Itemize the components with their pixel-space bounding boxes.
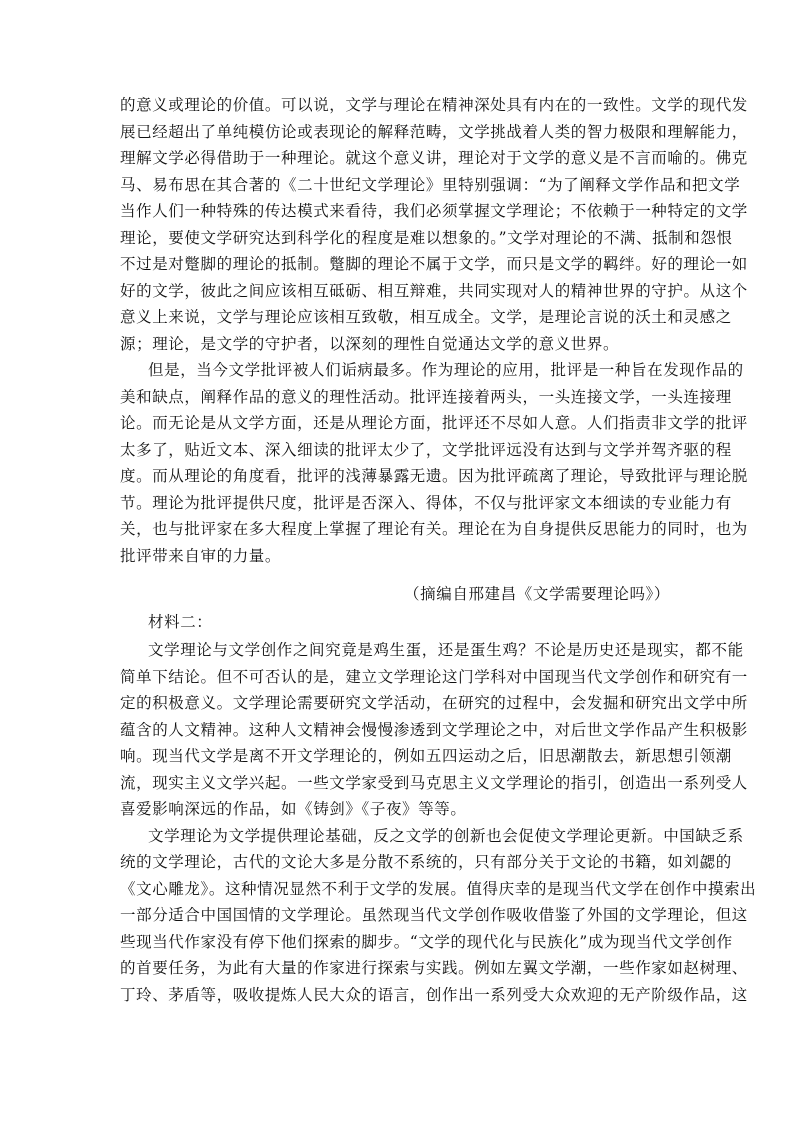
text-line: 《文心雕龙》。这种情况显然不利于文学的发展。值得庆幸的是现当代文学在创作中摸索出 [120, 880, 757, 898]
text-line: 一部分适合中国国情的文学理论。虽然现当代文学创作吸收借鉴了外国的文学理论，但这 [120, 906, 748, 924]
text-line: 文学理论为文学提供理论基础，反之文学的创新也会促使文学理论更新。中国缺乏系 [148, 827, 744, 845]
text-line: 文学理论与文学创作之间究竟是鸡生蛋，还是蛋生鸡？不论是历史还是现实，都不能 [148, 641, 744, 659]
text-line: 不过是对蹩脚的理论的抵制。蹩脚的理论不属于文学，而只是文学的羁绊。好的理论一如 [120, 255, 748, 273]
text-line: 关，也与批评家在多大程度上掌握了理论有关。理论在为自身提供反思能力的同时，也为 [120, 520, 748, 538]
source-citation: （摘编自邢建昌《文学需要理论吗》） [404, 585, 670, 603]
text-line: 些现当代作家没有停下他们探索的脚步。“文学的现代化与民族化”成为现当代文学创作 [120, 933, 733, 951]
text-line: 马、易布思在其合著的《二十世纪文学理论》里特别强调：“为了阐释文学作品和把文学 [120, 176, 741, 194]
text-line: 简单下结论。但不可否认的是，建立文学理论这门学科对中国现当代文学创作和研究有一 [120, 668, 748, 686]
text-line: 的首要任务，为此有大量的作家进行探索与实践。例如左翼文学潮，一些作家如赵树理、 [120, 959, 748, 977]
text-line: 当作人们一种特殊的传达模式来看待，我们必须掌握文学理论；不依赖于一种特定的文学 [120, 202, 748, 220]
text-line: 论。而无论是从文学方面，还是从理论方面，批评还不尽如人意。人们指责非文学的批评 [120, 414, 748, 432]
text-line: 好的文学，彼此之间应该相互砥砺、相互辩难，共同实现对人的精神世界的守护。从这个 [120, 282, 748, 300]
text-line: 理解文学必得借助于一种理论。就这个意义讲，理论对于文学的意义是不言而喻的。佛克 [120, 149, 748, 167]
section-heading: 材料二： [148, 613, 213, 631]
text-line: 流，现实主义文学兴起。一些文学家受到马克思主义文学理论的指引，创造出一系列受人 [120, 774, 748, 792]
text-line: 统的文学理论，古代的文论大多是分散不系统的，只有部分关于文论的书籍，如刘勰的 [120, 853, 732, 871]
text-line: 展已经超出了单纯模仿论或表现论的解释范畴，文学挑战着人类的智力极限和理解能力， [120, 123, 748, 141]
text-line: 蕴含的人文精神。这种人文精神会慢慢渗透到文学理论之中，对后世文学作品产生积极影 [120, 721, 748, 739]
text-line: 丁玲、茅盾等，吸收提炼人民大众的语言，创作出一系列受大众欢迎的无产阶级作品，这 [120, 986, 748, 1004]
text-line: 喜爱影响深远的作品，如《铸剑》《子夜》等等。 [120, 800, 467, 818]
text-line: 的意义或理论的价值。可以说，文学与理论在精神深处具有内在的一致性。文学的现代发 [120, 96, 748, 114]
text-line: 美和缺点，阐释作品的意义的理性活动。批评连接着两头，一头连接文学，一头连接理 [120, 388, 732, 406]
text-line: 度。而从理论的角度看，批评的浅薄暴露无遗。因为批评疏离了理论，导致批评与理论脱 [120, 467, 748, 485]
text-line: 太多了，贴近文本、深入细读的批评太少了，文学批评远没有达到与文学并驾齐驱的程 [120, 441, 732, 459]
text-line: 但是，当今文学批评被人们诟病最多。作为理论的应用，批评是一种旨在发现作品的 [148, 361, 744, 379]
text-line: 理论，要使文学研究达到科学化的程度是难以想象的。”文学对理论的不满、抵制和怨恨 [120, 229, 733, 247]
text-line: 批评带来自审的力量。 [120, 547, 282, 565]
text-line: 响。现当代文学是离不开文学理论的，例如五四运动之后，旧思潮散去，新思想引领潮 [120, 747, 732, 765]
text-line: 节。理论为批评提供尺度，批评是否深入、得体，不仅与批评家文本细读的专业能力有 [120, 494, 732, 512]
text-line: 源；理论，是文学的守护者，以深刻的理性自觉通达文学的意义世界。 [120, 335, 620, 353]
text-line: 定的积极意义。文学理论需要研究文学活动，在研究的过程中，会发掘和研究出文学中所 [120, 694, 748, 712]
text-line: 意义上来说，文学与理论应该相互致敬，相互成全。文学，是理论言说的沃土和灵感之 [120, 308, 732, 326]
